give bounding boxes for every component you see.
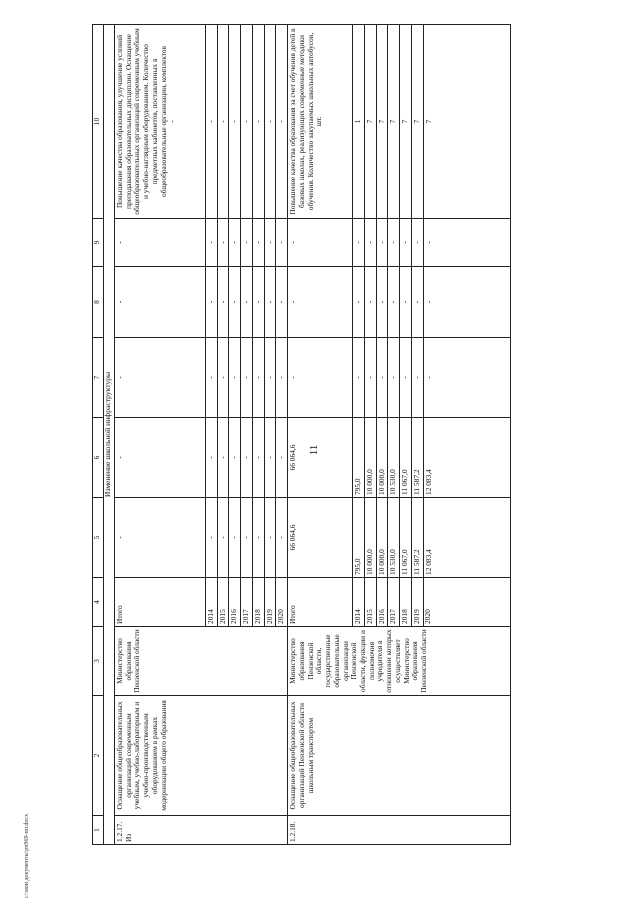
value-cell: - — [229, 267, 241, 338]
value-cell: - — [252, 498, 264, 578]
header-cell: 5 — [93, 498, 104, 578]
year-cell: 2018 — [252, 578, 264, 627]
value-cell: - — [206, 418, 218, 498]
value-cell: 7 — [411, 25, 423, 219]
value-cell: - — [206, 219, 218, 267]
value-cell: 10 000,0 — [364, 418, 376, 498]
value-cell: 12 083,4 — [423, 498, 510, 578]
value-cell: 12 083,4 — [423, 418, 510, 498]
year-cell: 2016 — [229, 578, 241, 627]
year-cell: 2018 — [400, 578, 412, 627]
value-cell: - — [252, 418, 264, 498]
value-cell: - — [229, 25, 241, 219]
value-cell: - — [353, 219, 365, 267]
value-cell: - — [376, 219, 388, 267]
value-cell: - — [217, 498, 229, 578]
value-cell: - — [217, 267, 229, 338]
value-cell: - — [353, 267, 365, 338]
value-cell: - — [229, 219, 241, 267]
value-cell: - — [217, 418, 229, 498]
year-cell: 2019 — [264, 578, 276, 627]
value-cell: 11 067,0 — [400, 418, 412, 498]
value-cell: - — [276, 338, 288, 418]
value-cell: 10 000,0 — [376, 498, 388, 578]
row-number: 1.2.18. — [288, 816, 510, 845]
total-col9: - — [288, 219, 353, 267]
header-cell: 7 — [93, 338, 104, 418]
header-cell: 6 — [93, 418, 104, 498]
value-cell: 10 000,0 — [364, 498, 376, 578]
value-cell: - — [264, 267, 276, 338]
total-col9: - — [115, 219, 206, 267]
value-cell: - — [241, 338, 253, 418]
result-text: Повышение качества образования за счет обучения детей в базовых школах, реализующих современные методики обучения. Количество закупаемых школьных автобусов, шт. — [288, 28, 324, 215]
value-cell: - — [241, 498, 253, 578]
value-cell: - — [229, 418, 241, 498]
total-col6: 66 064,6 — [288, 418, 353, 498]
total-col7: - — [115, 338, 206, 418]
value-cell: - — [411, 338, 423, 418]
value-cell: - — [206, 498, 218, 578]
activity-name: Оснащение общеобразовательных организаций Пензенской области школьным транспортом — [288, 696, 510, 816]
value-cell: - — [353, 338, 365, 418]
total-col8: - — [288, 267, 353, 338]
table-row — [288, 25, 353, 845]
result-description — [288, 25, 353, 219]
value-cell: - — [229, 498, 241, 578]
value-cell: - — [206, 267, 218, 338]
value-cell: 11 067,0 — [400, 498, 412, 578]
total-label: Итого — [115, 578, 206, 627]
value-cell: 7 — [388, 25, 400, 219]
value-cell: 11 587,2 — [411, 418, 423, 498]
value-cell: 1 — [353, 25, 365, 219]
section-title: Изменение школьной инфраструктуры — [104, 25, 115, 845]
value-cell: - — [264, 25, 276, 219]
value-cell: - — [276, 25, 288, 219]
total-col7: - — [288, 338, 353, 418]
value-cell: - — [411, 219, 423, 267]
value-cell: - — [241, 219, 253, 267]
header-cell: 10 — [93, 25, 104, 219]
value-cell: - — [241, 25, 253, 219]
value-cell: - — [364, 267, 376, 338]
total-col5: - — [115, 498, 206, 578]
value-cell: - — [423, 338, 510, 418]
value-cell: - — [364, 338, 376, 418]
executor: Министерство образования Пензенской области, государственные образовательные организации Пензенской области, функции и полномочия учредителя в отношении которых осуществляет Министерство образования Пензенской области — [288, 627, 510, 696]
year-cell: 2020 — [423, 578, 510, 627]
activity-name: Оснащение общеобразовательных организаций современным учебным, учебно-лабораторным и учебно-производственным оборудованием в рамках модернизации общего образования — [115, 696, 288, 816]
value-cell: - — [217, 25, 229, 219]
value-cell: - — [388, 219, 400, 267]
value-cell: - — [264, 219, 276, 267]
total-col6: - — [115, 418, 206, 498]
value-cell: 7 — [364, 25, 376, 219]
value-cell: 10 000,0 — [376, 418, 388, 498]
table-row — [115, 25, 206, 845]
year-cell: 2019 — [411, 578, 423, 627]
year-cell: 2015 — [364, 578, 376, 627]
year-cell: 2014 — [206, 578, 218, 627]
header-cell: 2 — [93, 696, 104, 816]
value-cell: - — [423, 267, 510, 338]
header-cell: 4 — [93, 578, 104, 627]
rotated-table-container — [92, 25, 632, 845]
header-cell: 8 — [93, 267, 104, 338]
header-cell: 3 — [93, 627, 104, 696]
value-cell: - — [241, 267, 253, 338]
value-cell: 10 530,0 — [388, 418, 400, 498]
value-cell: - — [241, 418, 253, 498]
year-cell: 2017 — [388, 578, 400, 627]
header-cell: 1 — [93, 816, 104, 845]
value-cell: - — [229, 338, 241, 418]
value-cell: - — [252, 338, 264, 418]
result-total: - — [167, 120, 177, 123]
value-cell: - — [206, 25, 218, 219]
header-cell: 9 — [93, 219, 104, 267]
value-cell: - — [400, 267, 412, 338]
value-cell: 7 — [423, 25, 510, 219]
value-cell: - — [411, 267, 423, 338]
result-text: Повышение качества образования, улучшение условий преподавания образовательных дисциплин. Оснащение общеобразовательных организаций современным учебным и учебно-наглядным оборудованием. Количество предметных кабинетов, поставленных в общеобразовательные организации, комплектов — [115, 28, 168, 215]
value-cell: 7 — [400, 25, 412, 219]
value-cell: - — [264, 418, 276, 498]
result-description — [115, 25, 206, 219]
value-cell: - — [388, 338, 400, 418]
value-cell: 11 587,2 — [411, 498, 423, 578]
year-cell: 2020 — [276, 578, 288, 627]
program-activities-table — [92, 24, 511, 845]
value-cell: - — [423, 219, 510, 267]
value-cell: 795,0 — [353, 498, 365, 578]
value-cell: - — [276, 267, 288, 338]
year-cell: 2016 — [376, 578, 388, 627]
header-row — [93, 25, 104, 845]
value-cell: - — [388, 267, 400, 338]
value-cell: - — [264, 338, 276, 418]
value-cell: 795,0 — [353, 418, 365, 498]
value-cell: - — [252, 25, 264, 219]
value-cell: - — [217, 338, 229, 418]
total-label: Итого — [288, 578, 353, 627]
executor: Министерство образования Пензенской области — [115, 627, 288, 696]
year-cell: 2015 — [217, 578, 229, 627]
value-cell: - — [252, 219, 264, 267]
year-cell: 2014 — [353, 578, 365, 627]
value-cell: - — [376, 338, 388, 418]
value-cell: - — [376, 267, 388, 338]
value-cell: - — [276, 418, 288, 498]
value-cell: - — [206, 338, 218, 418]
footer-file-path: c:\мои документы\рп969-пп.docx — [24, 813, 30, 898]
value-cell: - — [400, 338, 412, 418]
value-cell: - — [364, 219, 376, 267]
value-cell: - — [217, 219, 229, 267]
value-cell: - — [264, 498, 276, 578]
value-cell: - — [276, 498, 288, 578]
value-cell: 7 — [376, 25, 388, 219]
value-cell: - — [252, 267, 264, 338]
total-col5: 66 064,6 — [288, 498, 353, 578]
year-cell: 2017 — [241, 578, 253, 627]
total-col8: - — [115, 267, 206, 338]
value-cell: 10 530,0 — [388, 498, 400, 578]
page-number: 11 — [308, 444, 320, 456]
row-number: 1.2.17. Из — [115, 816, 288, 845]
value-cell: - — [400, 219, 412, 267]
value-cell: - — [276, 219, 288, 267]
